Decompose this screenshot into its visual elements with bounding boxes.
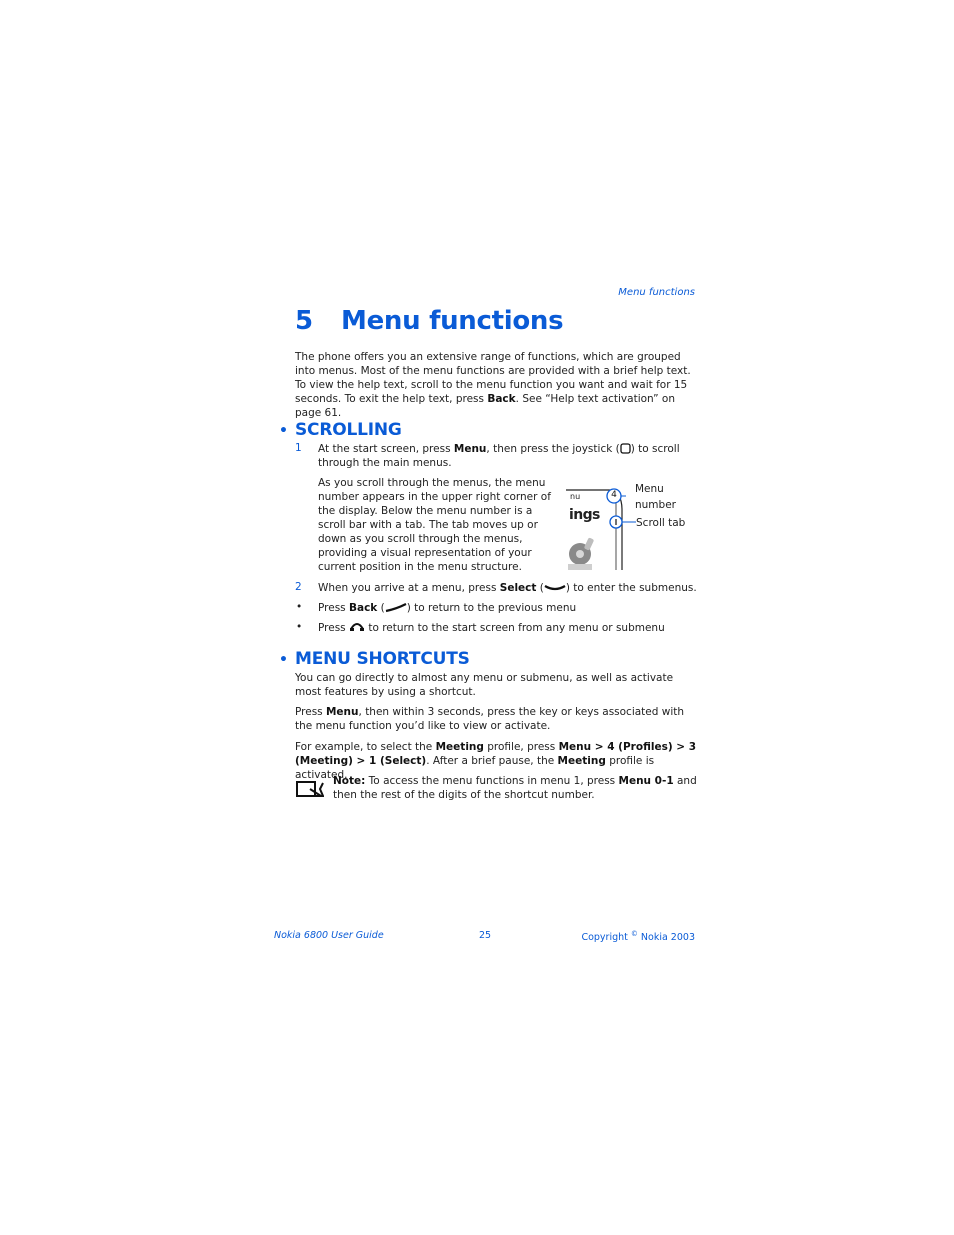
- chapter-title-text: Menu functions: [341, 306, 564, 336]
- heading-bullet: •: [279, 423, 288, 439]
- bullet-1-t2: (: [377, 602, 385, 614]
- shortcuts-p2-menu-bold: Menu: [325, 706, 359, 718]
- back-softkey-icon: [385, 603, 407, 613]
- footer-copyright-pre: Copyright: [581, 932, 631, 944]
- note-text: [333, 774, 698, 802]
- step-1-t3: ) to scroll through the main menus.: [318, 443, 680, 469]
- bullet-1-t3: ) to return to the previous menu: [406, 602, 577, 614]
- running-head: Menu functions: [618, 287, 695, 298]
- section-heading-menu-shortcuts: [279, 649, 470, 669]
- intro-back-bold: Back: [487, 393, 516, 405]
- note-label: Note:: [333, 775, 366, 787]
- bullet-1-text: [318, 601, 576, 615]
- footer-copyright-symbol: ©: [630, 930, 638, 938]
- joystick-icon: [620, 443, 631, 454]
- menu-number-badge: 4: [611, 490, 617, 500]
- shortcuts-paragraph-1: You can go directly to almost any menu or submenu, as well as activate most features by using a shortcut.: [295, 672, 674, 698]
- footer-page-number: 25: [478, 930, 492, 941]
- note-t1: To access the menu functions in menu 1, press: [365, 775, 619, 787]
- intro-text-1: The phone offers you an extensive range of functions, which are grouped into menus. Most of the menu functions are provided with a brief help text. To view the help text, scroll to the menu function you want and wait for 15 seconds. To exit the help text, press: [295, 351, 691, 405]
- bullet-1-back-bold: Back: [348, 602, 378, 614]
- shortcuts-p3-path-bold: Menu > 4 (Profiles) > 3 (Meeting) > 1 (Select): [295, 741, 697, 767]
- scroll-explanation: As you scroll through the menus, the menu number appears in the upper right corner of the display. Below the menu number is a scroll bar with a tab. The tab moves up or down as you scroll through the menus, providing a visual representation of your current position in the menu structure.: [318, 477, 551, 573]
- bullet-marker-2: •: [296, 621, 303, 633]
- step-1-text: [318, 442, 698, 470]
- shortcuts-p3-t2: profile, press: [483, 741, 559, 753]
- step-1-number: 1: [295, 442, 302, 454]
- chapter-title: [295, 306, 563, 336]
- bullet-marker-1: •: [296, 601, 303, 613]
- step-1-t1: At the start screen, press: [318, 443, 454, 455]
- step-1-t2: , then press the joystick (: [486, 443, 620, 455]
- callout-scroll-tab: Scroll tab: [636, 517, 686, 529]
- shortcuts-heading-text: MENU SHORTCUTS: [295, 649, 470, 669]
- shortcuts-p2-t2: , then within 3 seconds, press the key or keys associated with the menu function you’d like to view or activate.: [295, 706, 685, 732]
- heading-bullet: •: [279, 652, 288, 668]
- shortcuts-paragraph-2: [295, 705, 697, 733]
- shortcuts-p2-t1: Press: [295, 706, 326, 718]
- callout-menu-number: Menu number: [635, 483, 676, 511]
- figure-screen-text-top: nu: [570, 492, 581, 501]
- shortcuts-p3-t1: For example, to select the: [295, 741, 436, 753]
- footer-copyright-post: Nokia 2003: [637, 932, 695, 944]
- shortcuts-p3-t4: profile is activated.: [295, 755, 655, 781]
- footer-copyright: [540, 930, 695, 943]
- step-2-number: 2: [295, 581, 302, 593]
- shortcuts-p3-t3: . After a brief pause, the: [426, 755, 558, 767]
- shortcuts-p3-meeting-bold-2: Meeting: [557, 755, 606, 767]
- bullet-2-text: [318, 621, 665, 635]
- note-menu-bold: Menu 0-1: [618, 775, 674, 787]
- step-2-text: [318, 581, 698, 595]
- figure-screen-text-mid: ings: [569, 507, 600, 523]
- intro-text-2: . See “Help text activation” on page 61.: [295, 393, 675, 419]
- shortcuts-p3-meeting-bold: Meeting: [435, 741, 484, 753]
- intro-paragraph: [295, 350, 697, 420]
- gear-icon: [568, 537, 594, 570]
- scrolling-heading-text: SCROLLING: [295, 420, 402, 440]
- step-2-t3: ) to enter the submenus.: [565, 582, 697, 594]
- step-2-t1: When you arrive at a menu, press: [318, 582, 500, 594]
- bullet-1-t1: Press: [318, 602, 349, 614]
- note-icon: [296, 779, 324, 799]
- bullet-2-t2: to return to the start screen from any menu or submenu: [364, 622, 665, 634]
- bullet-2-t1: Press: [318, 622, 349, 634]
- footer-guide-title: Nokia 6800 User Guide: [274, 930, 384, 941]
- end-key-icon: [349, 621, 365, 633]
- step-2-t2: (: [536, 582, 544, 594]
- section-heading-scrolling: [279, 420, 402, 440]
- step-2-select-bold: Select: [499, 582, 537, 594]
- chapter-number: 5: [295, 306, 313, 336]
- step-1-menu-bold: Menu: [453, 443, 487, 455]
- note-t2: and then the rest of the digits of the shortcut number.: [333, 775, 697, 801]
- select-softkey-icon: [544, 583, 566, 593]
